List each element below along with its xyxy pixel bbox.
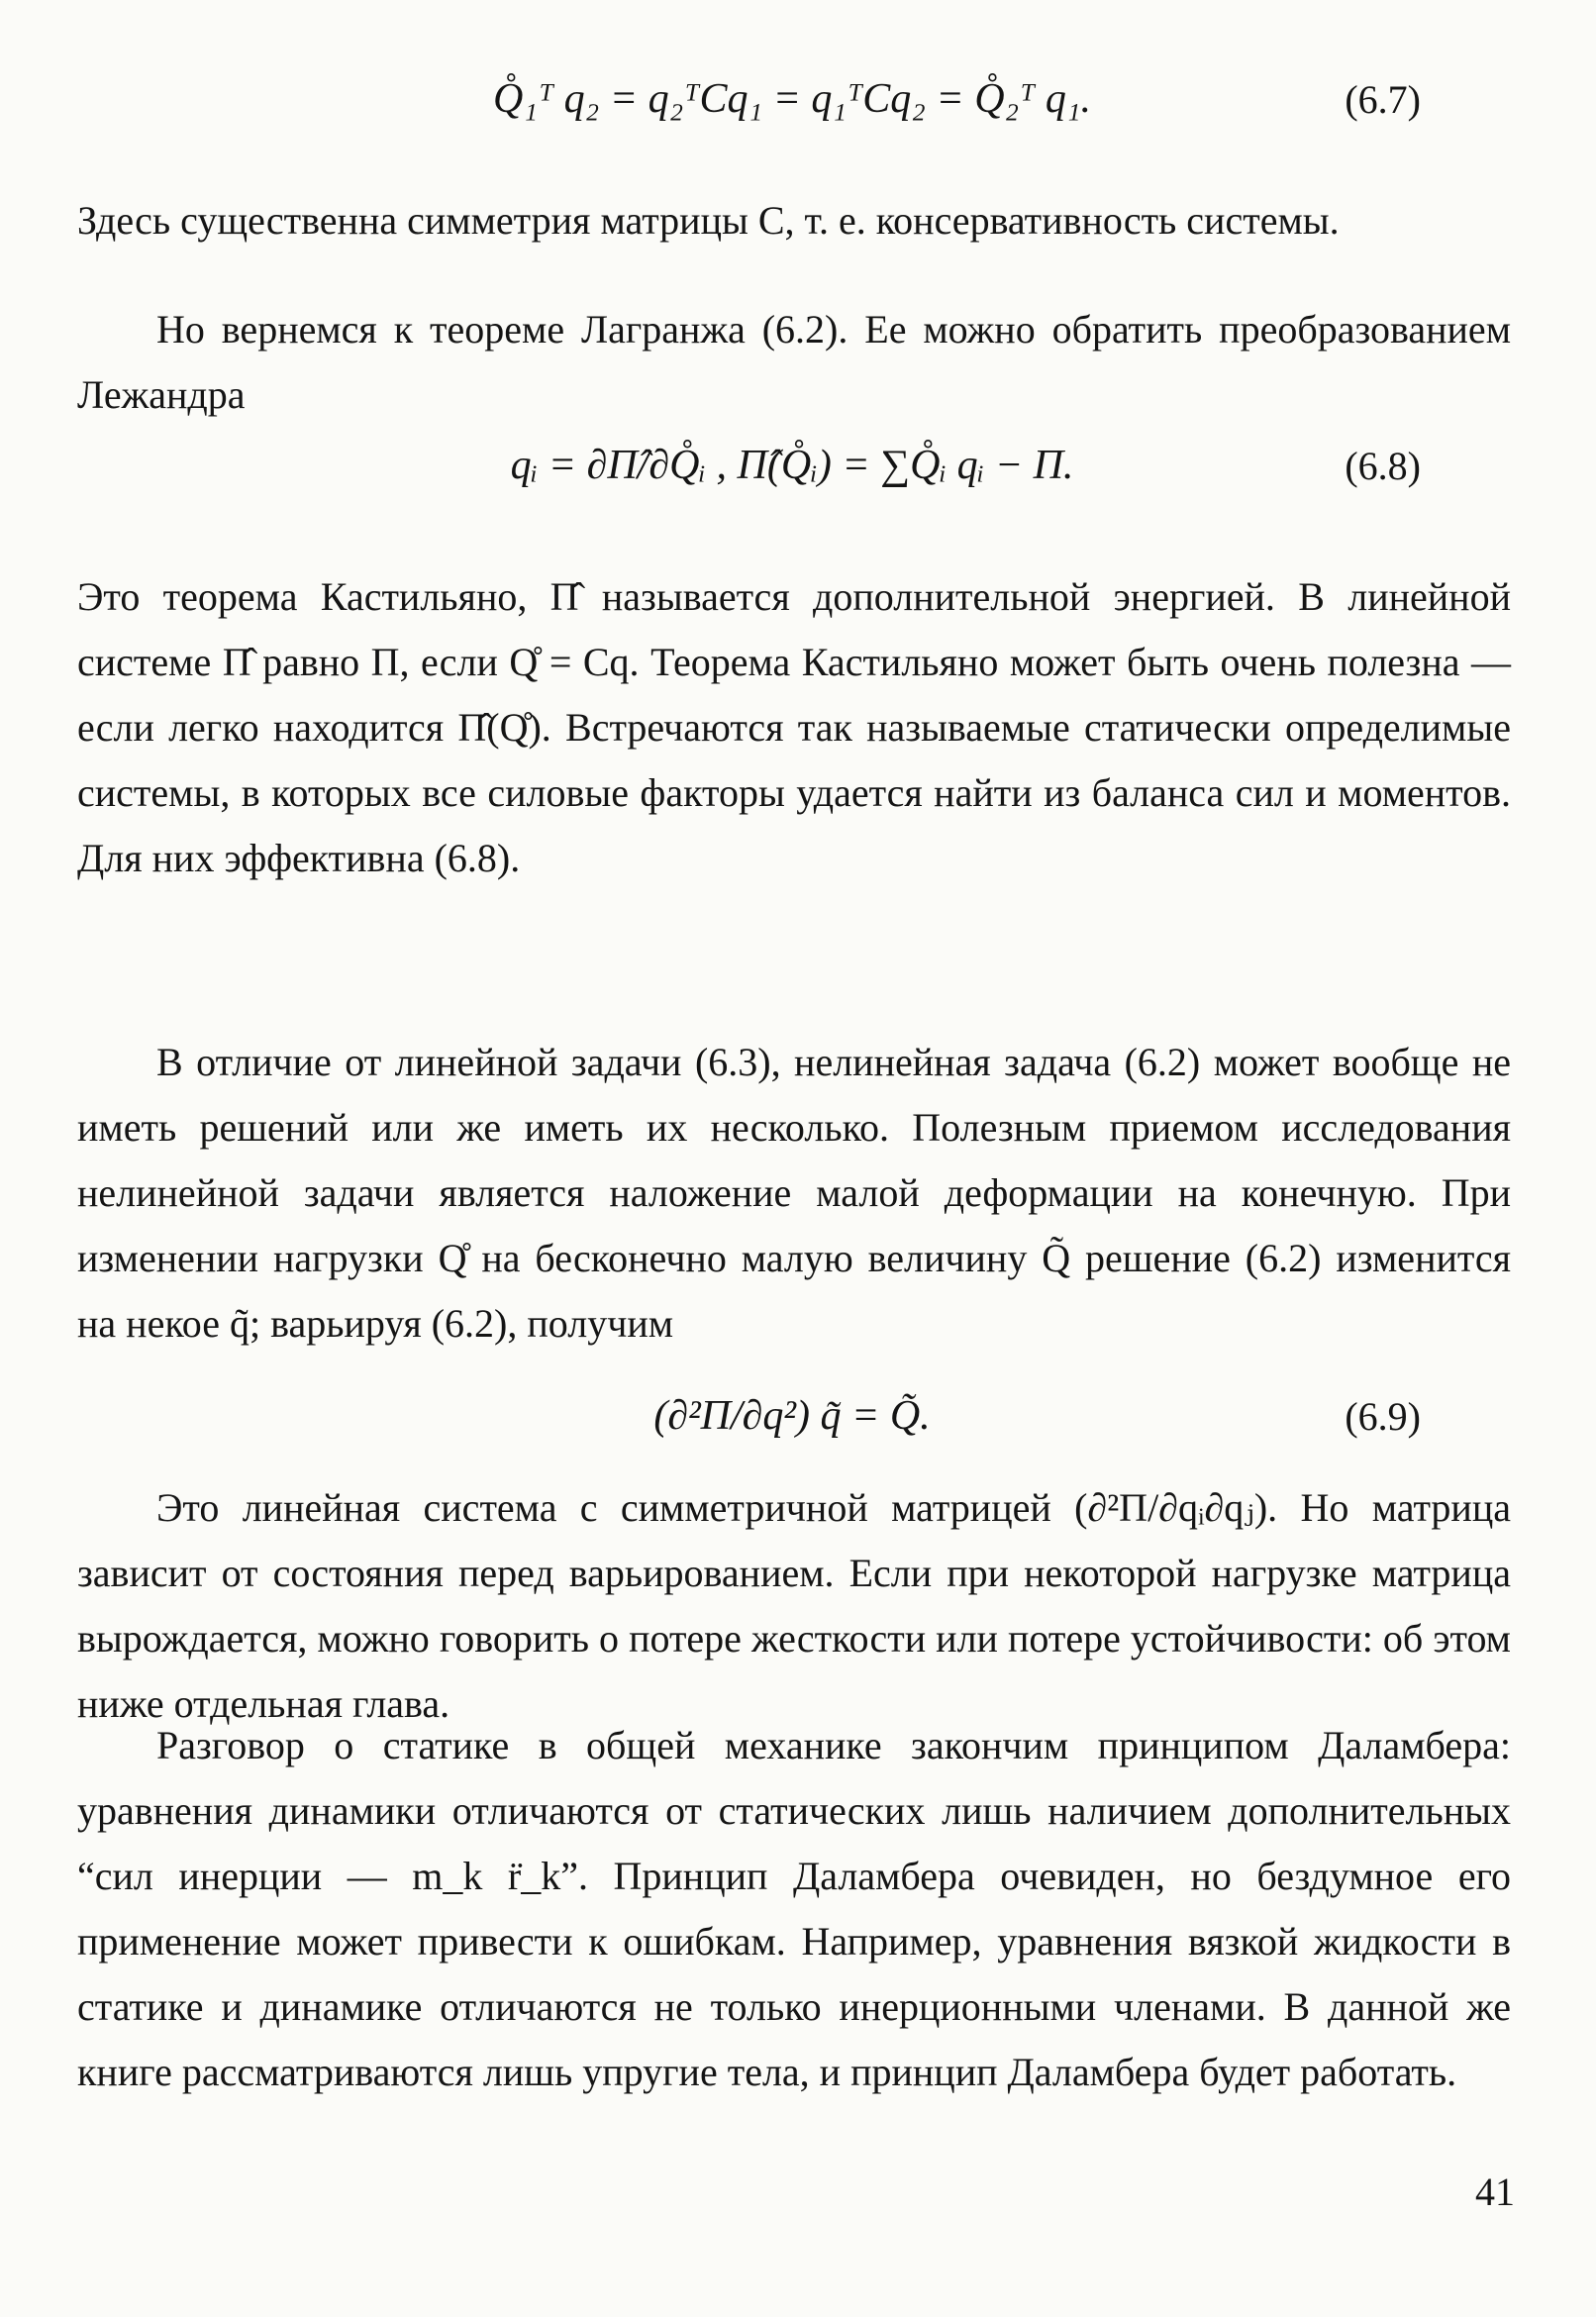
equation-6-8-body: qᵢ = ∂Π̂/∂Q̊ᵢ , Π̂(Q̊ᵢ) = ∑Q̊ᵢ qᵢ − Π. <box>510 443 1074 488</box>
equation-6-7-number: (6.7) <box>1345 76 1421 122</box>
equation-6-9 <box>69 1357 1515 1475</box>
paragraph-castigliano: Это теорема Кастильяно, Π̂ называется дополнительной энергией. В линейной системе Π̂ равно Π, если Q̊ = Cq. Теорема Кастильяно может быть очень полезна — если легко находится Π̂(Q̊). Встречаются так называемые статически определимые системы, в которых все силовые факторы удается найти из баланса сил и моментов. Для них эффективна (6.8). <box>77 574 1511 880</box>
page-number: 41 <box>1475 2169 1515 2214</box>
equation-6-7 <box>69 40 1515 158</box>
equation-6-9-body: (∂²Π/∂q²) q̃ = Q̃. <box>653 1393 931 1439</box>
equation-6-7-body: Q̊₁ᵀ q₂ = q₂ᵀCq₁ = q₁ᵀCq₂ = Q̊₂ᵀ q₁. <box>493 76 1091 122</box>
equation-6-9-number: (6.9) <box>1345 1393 1421 1439</box>
paragraph-symmetry: Здесь существенна симметрия матрицы C, т. е. консервативность системы. <box>77 198 1340 243</box>
paragraph-dalembert: Разговор о статике в общей механике закончим принципом Даламбера: уравнения динамики отличаются от статических лишь наличием дополнительных “сил инерции — m_k r̈_k”. Принцип Даламбера очевиден, но бездумное его применение может привести к ошибкам. Например, уравнения вязкой жидкости в статике и динамике отличаются не только инерционными членами. В данной же книге рассматриваются лишь упругие тела, и принцип Даламбера будет работать. <box>77 1723 1511 2094</box>
equation-6-8-number: (6.8) <box>1345 443 1421 488</box>
paragraph-nonlinear: В отличие от линейной задачи (6.3), нелинейная задача (6.2) может вообще не иметь решений или же иметь их несколько. Полезным приемом исследования нелинейной задачи является наложение малой деформации на конечную. При изменении нагрузки Q̊ на бесконечно малую величину Q̃ решение (6.2) изменится на некое q̃; варьируя (6.2), получим <box>77 1040 1511 1346</box>
equation-6-8 <box>69 406 1515 525</box>
paragraph-legendre: Но вернемся к теореме Лагранжа (6.2). Ее можно обратить преобразованием Лежандра <box>77 307 1511 417</box>
paragraph-linear-system: Это линейная система с симметричной матрицей (∂²Π/∂qᵢ∂qⱼ). Но матрица зависит от состояния перед варьированием. Если при некоторой нагрузке матрица вырождается, можно говорить о потере жесткости или потере устойчивости: об этом ниже отдельная глава. <box>77 1485 1511 1726</box>
